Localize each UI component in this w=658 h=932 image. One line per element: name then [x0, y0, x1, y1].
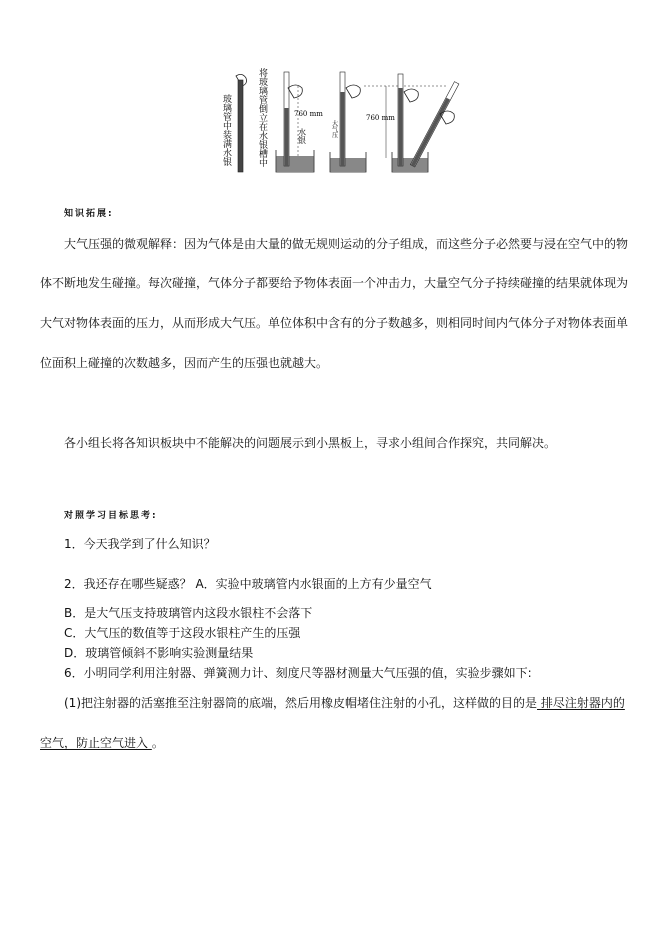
hand-icon — [404, 89, 418, 102]
group-line: 各小组长将各知识板块中不能解决的问题展示到小黑板上，寻求小组间合作探究，共同解决。 — [64, 436, 557, 450]
hand-icon — [288, 85, 302, 98]
knowledge-line-3: 大气对物体表面的压力，从而形成大气压。单位体积中含有的分子数越多，则相同时间内气体分子对物体表面单 — [40, 316, 629, 330]
mercury-tank-3 — [392, 152, 428, 172]
hand-icon — [440, 111, 454, 124]
torricelli-figure — [214, 62, 476, 180]
hand-icon — [346, 85, 360, 98]
step-1-answer-part1: 排尽注射器内的 — [537, 696, 625, 710]
height-label-2: 760 mm — [366, 114, 395, 122]
option-c: C．大气压的数值等于这段水银柱产生的压强 — [64, 626, 301, 640]
question-1: 1．今天我学到了什么知识？ — [64, 537, 216, 551]
mercury-tank-2 — [330, 152, 366, 172]
step-1-prefix: (1)把注射器的活塞推至注射器筒的底端，然后用橡皮帽堵住注射的小孔，这样做的目的是 — [64, 696, 538, 710]
pressure-label: 大气压 — [330, 120, 338, 138]
question-2: 2．我还存在哪些疑惑？ A．实验中玻璃管内水银面的上方有少量空气 — [64, 577, 432, 591]
knowledge-line-1: 大气压强的微观解释：因为气体是由大量的做无规则运动的分子组成，而这些分子必然要与浸在空气中的物 — [64, 237, 629, 251]
knowledge-heading: 知识拓展: — [64, 209, 114, 219]
mercury-tank-1 — [276, 150, 314, 172]
reflection-heading: 对照学习目标思考: — [64, 511, 158, 521]
step-1-line-2 — [40, 737, 164, 749]
step-1-end: 。 — [151, 736, 164, 750]
height-label: 760 mm — [294, 110, 323, 118]
knowledge-line-2: 体不断地发生碰撞。每次碰撞，气体分子都要给予物体表面一个冲击力，大量空气分子持续碰撞的结果就体现为 — [40, 276, 629, 290]
step-1-answer-part2: 空气，防止空气进入 — [40, 736, 152, 750]
step-1-line-1 — [64, 697, 625, 709]
left-caption: 玻璃管中装满水银 — [221, 94, 231, 166]
option-b: B．是大气压支持玻璃管内这段水银柱不会落下 — [64, 606, 313, 620]
option-d: D．玻璃管倾斜不影响实验测量结果 — [64, 646, 254, 660]
question-6: 6．小明同学利用注射器、弹簧测力计、刻度尺等器材测量大气压强的值，实验步骤如下: — [64, 666, 532, 680]
glass-tube-full — [238, 80, 243, 172]
knowledge-line-4: 位面积上碰撞的次数越多，因而产生的压强也就越大。 — [40, 356, 329, 370]
mercury-label: 水银 — [297, 128, 307, 144]
middle-caption: 将玻璃管倒立在水银槽中 — [257, 68, 267, 167]
glass-tube-3-tilted — [410, 82, 459, 167]
